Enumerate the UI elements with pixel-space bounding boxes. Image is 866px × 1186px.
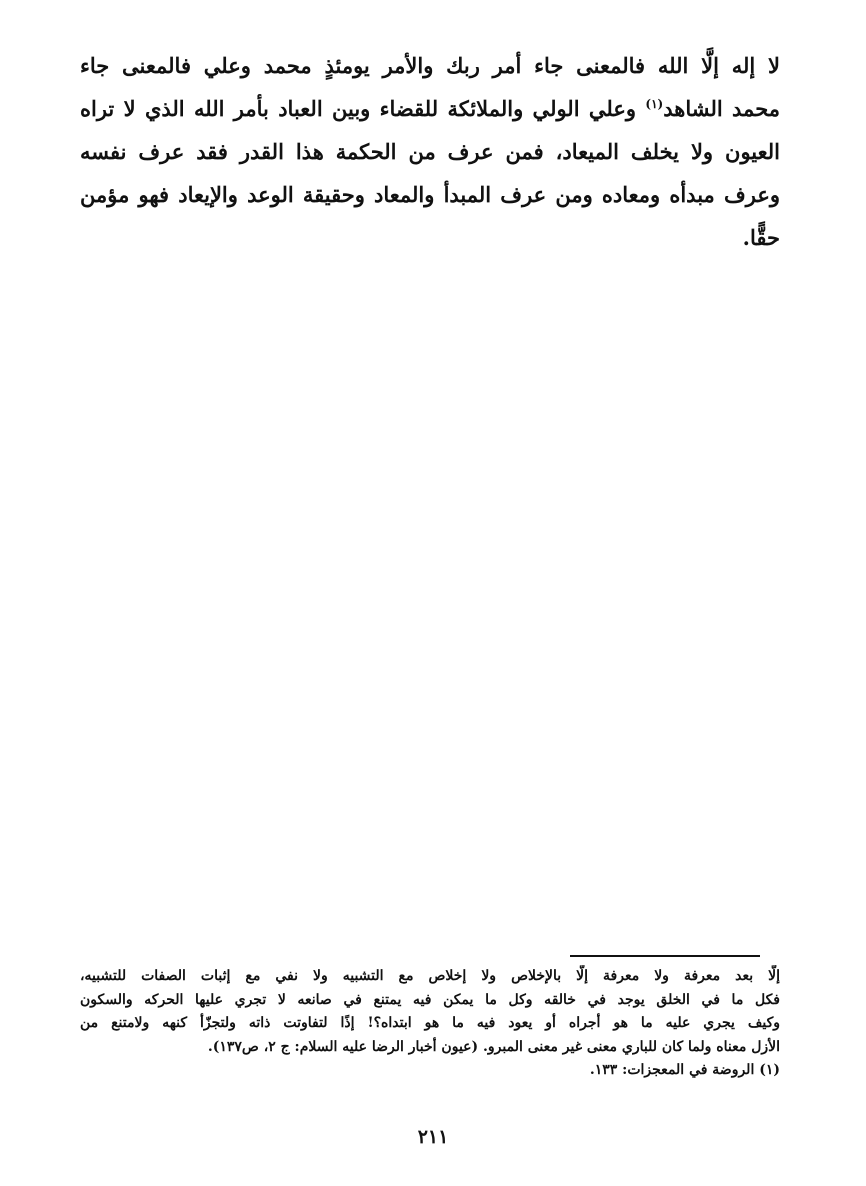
footnote-line-4: الأزل معناه ولما كان للباري معنى غير معنى المبرو. (عيون أخبار الرضا عليه السلام: ج ٢، ص١٣٧). xyxy=(207,1038,780,1055)
body-line-2 xyxy=(80,87,780,130)
footnote-line-3: وكيف يجري عليه ما هو أجراه أو يعود فيه ما هو ابتداه؟! إذًا لتفاوتت ذاته ولتجزّأ كنهه ولامتنع من xyxy=(80,1015,780,1031)
body-line-1: لا إله إلَّا الله فالمعنى جاء أمر ربك والأمر يومئذٍ محمد وعلي فالمعنى جاء xyxy=(80,53,780,78)
footnote-line-1: إلَّا بعد معرفة ولا معرفة إلَّا بالإخلاص ولا إخلاص مع التشبيه ولا نفي مع إثبات الصفات للتشبيه، xyxy=(80,968,780,984)
footnotes xyxy=(80,965,780,1083)
body-line-2-text: وعلي الولي والملائكة للقضاء وبين العباد بأمر الله الذي لا تراه xyxy=(80,96,637,121)
footnote-reference[interactable]: (١) xyxy=(645,97,664,111)
body-line-2-prefix: محمد الشاهد xyxy=(663,96,780,121)
footnote-1: (١) الروضة في المعجزات: ١٣٣. xyxy=(589,1062,780,1078)
body-line-5: حقًّا. xyxy=(742,225,780,250)
page-number: ٢١١ xyxy=(417,1126,449,1148)
footnote-line-2: فكل ما في الخلق يوجد في خالقه وكل ما يمكن فيه يمتنع في صانعه لا تجري عليها الحركه والسكون xyxy=(80,991,780,1008)
body-line-3: العيون ولا يخلف الميعاد، فمن عرف من الحكمة هذا القدر فقد عرف نفسه xyxy=(80,139,780,164)
body-line-4: وعرف مبدأه ومعاده ومن عرف المبدأ والمعاد وحقيقة الوعد والإيعاد فهو مؤمن xyxy=(80,182,780,207)
footnote-separator xyxy=(570,955,760,957)
main-text xyxy=(80,44,780,259)
